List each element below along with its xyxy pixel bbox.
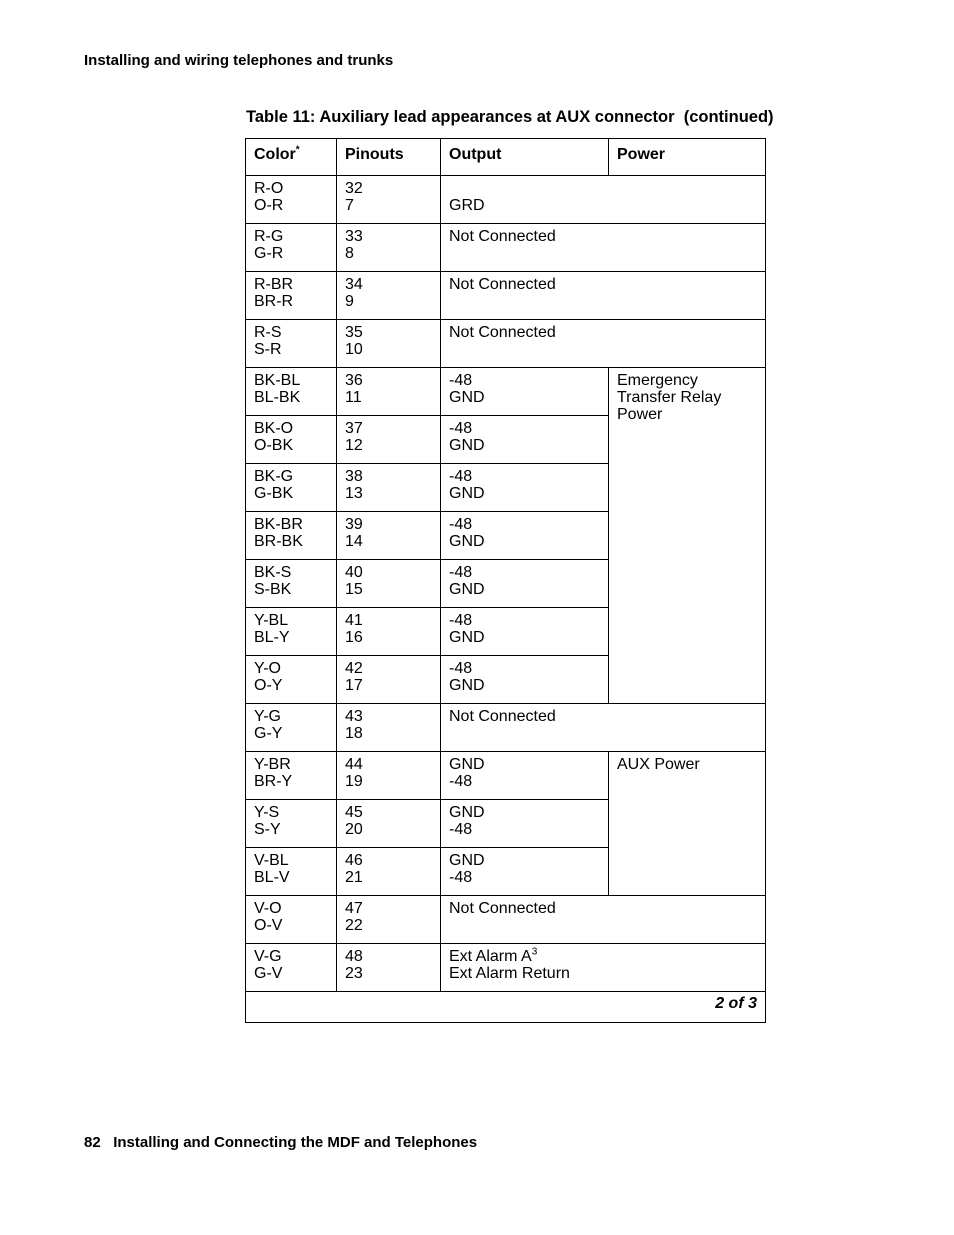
output-value: Not Connected [449,228,556,245]
table-row [246,224,766,272]
color-value: R-O [254,180,284,197]
pinout-value: 7 [345,197,354,214]
color-value: R-G [254,228,284,245]
pinout-cell [337,896,441,944]
pinout-value: 16 [345,629,363,646]
color-value: G-R [254,245,284,262]
color-value: S-Y [254,821,281,838]
output-value: GND [449,852,485,869]
table-row [246,704,766,752]
table-row [246,272,766,320]
pinout-value: 13 [345,485,363,502]
color-footnote-marker: * [295,144,300,156]
color-value: V-G [254,948,282,965]
output-value: -48 [449,612,473,629]
output-value: -48 [449,468,473,485]
pinout-value: 33 [345,228,363,245]
color-value: Y-BL [254,612,289,629]
pinout-cell [337,320,441,368]
pinout-value: 9 [345,293,354,310]
color-value: Y-S [254,804,280,821]
pinout-value: 12 [345,437,363,454]
output-value: GND [449,533,485,550]
output-cell [441,464,609,512]
pinout-cell [337,560,441,608]
color-cell [246,176,337,224]
output-value: GRD [449,197,485,214]
color-value: G-BK [254,485,294,502]
color-value: O-BK [254,437,294,454]
color-value: R-S [254,324,282,341]
pinout-cell [337,464,441,512]
color-cell [246,800,337,848]
pinout-value: 42 [345,660,363,677]
output-value: -48 [449,773,473,790]
pinout-value: 18 [345,725,363,742]
column-header-output: Output [441,139,609,176]
color-value: BR-R [254,293,294,310]
output-value: -48 [449,372,473,389]
color-cell [246,752,337,800]
pinout-value: 46 [345,852,363,869]
color-value: O-R [254,197,284,214]
pinout-value: 22 [345,917,363,934]
output-value: -48 [449,821,473,838]
pinout-cell [337,752,441,800]
output-cell [441,512,609,560]
pinout-cell [337,176,441,224]
running-header: Installing and wiring telephones and trunks [84,52,394,69]
color-value: Y-BR [254,756,291,773]
output-value: Ext Alarm Return [449,965,570,982]
output-blank-line [449,180,757,197]
aux-lead-table [245,138,766,1023]
pinout-value: 23 [345,965,363,982]
pinout-cell [337,512,441,560]
color-cell [246,416,337,464]
pinout-value: 39 [345,516,363,533]
output-value: GND [449,677,485,694]
output-value: -48 [449,564,473,581]
pinout-value: 14 [345,533,363,550]
pinout-cell [337,800,441,848]
color-value: BL-V [254,869,290,886]
color-value: BR-BK [254,533,303,550]
color-value: BL-BK [254,389,301,406]
table-row [246,896,766,944]
color-cell [246,368,337,416]
pinout-cell [337,944,441,992]
footnote-marker: 3 [531,946,538,958]
pinout-cell [337,368,441,416]
output-value: GND [449,485,485,502]
output-cell [441,752,609,800]
output-cell [441,848,609,896]
pinout-cell [337,848,441,896]
color-value: BR-Y [254,773,293,790]
output-cell [441,656,609,704]
output-cell [441,416,609,464]
table-row [246,944,766,992]
output-cell [441,896,766,944]
output-cell [441,224,766,272]
pinout-value: 48 [345,948,363,965]
pinout-value: 17 [345,677,363,694]
output-cell [441,272,766,320]
output-cell [441,560,609,608]
table-footer-row [246,992,766,1023]
output-value: Ext Alarm A [449,948,532,965]
output-value: Not Connected [449,708,556,725]
table-caption: Table 11: Auxiliary lead appearances at AUX connector (continued) [246,108,774,126]
table-row [246,368,766,416]
output-value: -48 [449,869,473,886]
footer-title: Installing and Connecting the MDF and Telephones [113,1134,478,1151]
output-cell [441,608,609,656]
output-value: GND [449,581,485,598]
pinout-value: 43 [345,708,363,725]
pinout-cell [337,704,441,752]
color-value: BK-BR [254,516,303,533]
output-value: Not Connected [449,276,556,293]
pinout-cell [337,272,441,320]
color-cell [246,512,337,560]
pinout-cell [337,416,441,464]
color-value: G-Y [254,725,283,742]
page-number: 82 [84,1134,101,1151]
power-label-line: Power [617,406,663,423]
output-value: GND [449,804,485,821]
color-cell [246,272,337,320]
color-header-label: Color [254,146,296,163]
color-value: V-O [254,900,282,917]
pinout-value: 36 [345,372,363,389]
output-value: -48 [449,660,473,677]
color-cell [246,944,337,992]
power-label-line: AUX Power [617,756,700,773]
color-value: BL-Y [254,629,290,646]
color-cell [246,320,337,368]
pinout-value: 34 [345,276,363,293]
pinout-value: 38 [345,468,363,485]
output-value: GND [449,389,485,406]
pinout-value: 20 [345,821,363,838]
color-value: Y-O [254,660,281,677]
color-cell [246,704,337,752]
color-value: BK-G [254,468,294,485]
color-value: O-Y [254,677,283,694]
color-value: O-V [254,917,283,934]
pinout-value: 44 [345,756,363,773]
output-value: GND [449,756,485,773]
output-cell [441,176,766,224]
pinout-value: 45 [345,804,363,821]
pinout-value: 32 [345,180,363,197]
pinout-value: 35 [345,324,363,341]
color-value: BK-O [254,420,294,437]
power-label-line: Emergency [617,372,698,389]
output-value-line [449,948,757,965]
color-value: BK-S [254,564,292,581]
output-value: -48 [449,516,473,533]
pinout-value: 41 [345,612,363,629]
output-cell [441,704,766,752]
output-value: GND [449,437,485,454]
color-value: S-R [254,341,282,358]
table-row [246,752,766,800]
color-value: BK-BL [254,372,301,389]
pinout-value: 10 [345,341,363,358]
output-cell [441,800,609,848]
color-value: G-V [254,965,283,982]
color-cell [246,608,337,656]
pinout-value: 11 [345,389,362,406]
power-cell-aux [609,752,766,896]
pinout-value: 40 [345,564,363,581]
pinout-value: 37 [345,420,363,437]
output-value: GND [449,629,485,646]
pinout-value: 8 [345,245,354,262]
pinout-cell [337,608,441,656]
output-cell [441,944,766,992]
running-footer [84,1134,477,1151]
pinout-value: 15 [345,581,363,598]
table-row [246,320,766,368]
pinout-value: 19 [345,773,363,790]
color-cell [246,464,337,512]
page-indicator: 2 of 3 [246,992,766,1023]
color-value: R-BR [254,276,294,293]
color-cell [246,560,337,608]
color-cell [246,896,337,944]
output-value: -48 [449,420,473,437]
color-cell [246,656,337,704]
table-row [246,176,766,224]
table-header-row [246,139,766,176]
pinout-value: 21 [345,869,363,886]
color-value: S-BK [254,581,292,598]
output-cell [441,320,766,368]
power-cell-emergency [609,368,766,704]
pinout-cell [337,656,441,704]
pinout-cell [337,224,441,272]
color-cell [246,224,337,272]
column-header-color [246,139,337,176]
color-cell [246,848,337,896]
column-header-pinouts: Pinouts [337,139,441,176]
output-cell [441,368,609,416]
pinout-value: 47 [345,900,363,917]
output-value: Not Connected [449,900,556,917]
color-value: Y-G [254,708,281,725]
power-label-line: Transfer Relay [617,389,722,406]
output-value: Not Connected [449,324,556,341]
column-header-power: Power [609,139,766,176]
color-value: V-BL [254,852,289,869]
